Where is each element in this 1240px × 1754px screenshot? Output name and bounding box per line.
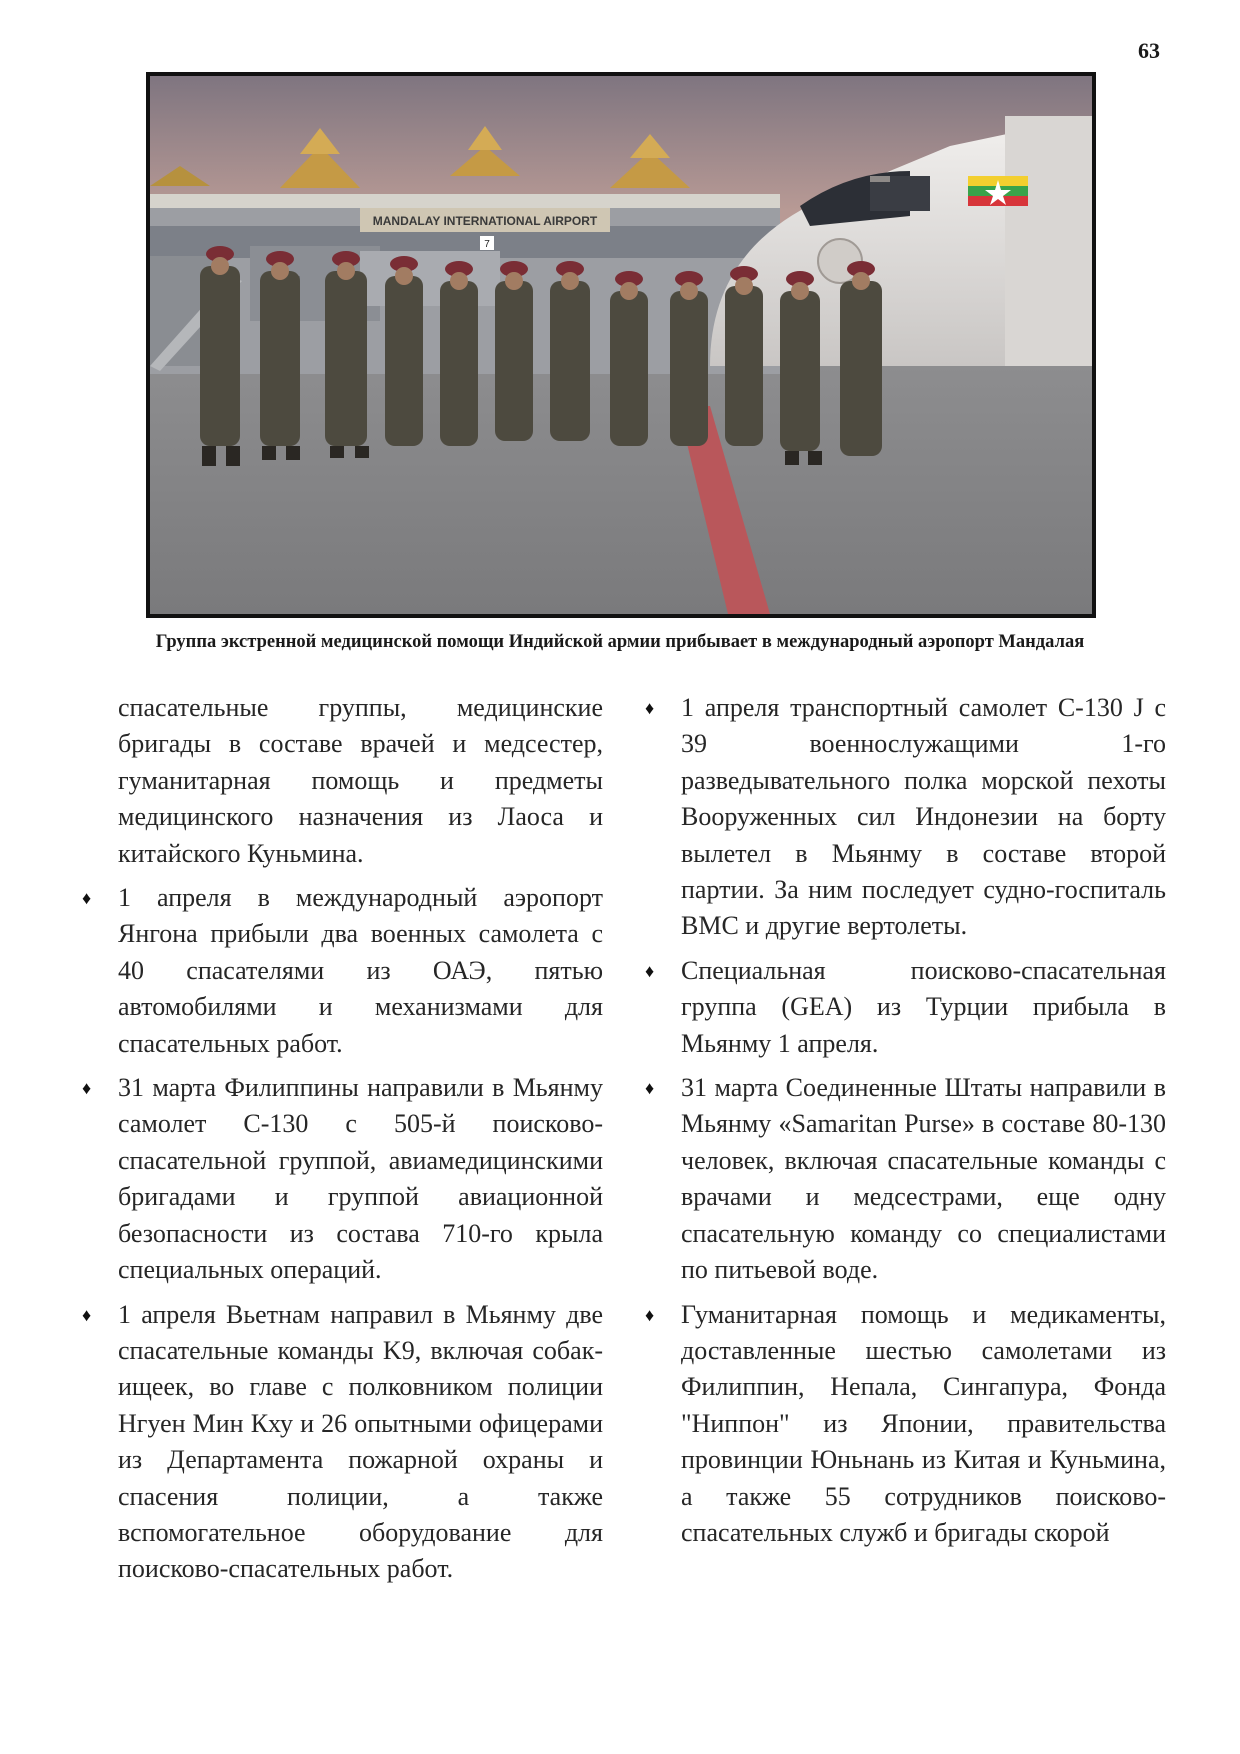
photo-caption: Группа экстренной медицинской помощи Индийской армии прибывает в международный аэропорт Мандалая [155,632,1085,652]
list-item-text: 1 апреля транспортный самолет C-130 J с 39 военнослужащими 1-го разведывательного полка морской пехоты Вооруженных сил Индонезии на борту вылетел в Мьянму в составе второй партии. За ним последует судно-госпиталь ВМС и другие вертолеты. [681,693,1166,941]
photo [146,72,1096,618]
diamond-bullet-icon: ♦ [645,1304,655,1325]
list-item-text: 31 марта Соединенные Штаты направили в Мьянму «Samaritan Purse» в составе 80-130 человек, включая спасательные команды с врачами и медсестрами, еще одну спасательную команду со специалистами по питьевой воде. [681,1073,1166,1285]
diamond-bullet-icon: ♦ [645,1078,655,1099]
diamond-bullet-icon: ♦ [645,960,655,981]
list-item [82,1297,603,1588]
list-item [82,1070,603,1288]
list-item [645,690,1166,945]
list-item-text: 1 апреля Вьетнам направил в Мьянму две спасательные команды K9, включая собак-ищеек, во главе с полковником полиции Нгуен Мин Кху и 26 опытными офицерами из Департамента пожарной охраны и спасения полиции, а также вспомогательное оборудование для поисково-спасательных работ. [118,1299,603,1584]
diamond-bullet-icon: ♦ [82,1078,92,1099]
list-item-text: Специальная поисково-спасательная группа (GEA) из Турции прибыла в Мьянму 1 апреля. [681,955,1166,1058]
diamond-bullet-icon: ♦ [645,698,655,718]
list-item-text: 31 марта Филиппины направили в Мьянму самолет C-130 с 505-й поисково-спасательной группой, авиамедицинскими бригадами и группой авиационной безопасности из состава 710-го крыла специальных операций. [118,1073,603,1285]
list-item [645,1297,1166,1552]
diamond-bullet-icon: ♦ [82,888,92,909]
continuation-paragraph: спасательные группы, медицинские бригады в составе врачей и медсестер, гуманитарная помощь и предметы медицинского назначения из Лаоса и китайского Куньмина. [118,693,603,868]
gate-number: 7 [484,239,490,250]
left-column [82,690,603,1596]
airport-sign: MANDALAY INTERNATIONAL AIRPORT [372,214,598,228]
list-item [645,1070,1166,1288]
list-item-text: Гуманитарная помощь и медикаменты, доставленные шестью самолетами из Филиппин, Непала, Сингапура, Фонда "Ниппон" из Японии, правительства провинции Юньнань из Китая и Куньмина, а также 55 сотрудников поисково-спасательных служб и бригады скорой [681,1299,1166,1547]
list-item [645,953,1166,1062]
page-number: 63 [1138,38,1160,63]
right-column [645,690,1166,1559]
diamond-bullet-icon: ♦ [82,1304,92,1325]
list-item [82,880,603,1062]
list-item-text: 1 апреля в международный аэропорт Янгона прибыли два военных самолета с 40 спасателями из ОАЭ, пятью автомобилями и механизмами для спасательных работ. [118,883,603,1058]
